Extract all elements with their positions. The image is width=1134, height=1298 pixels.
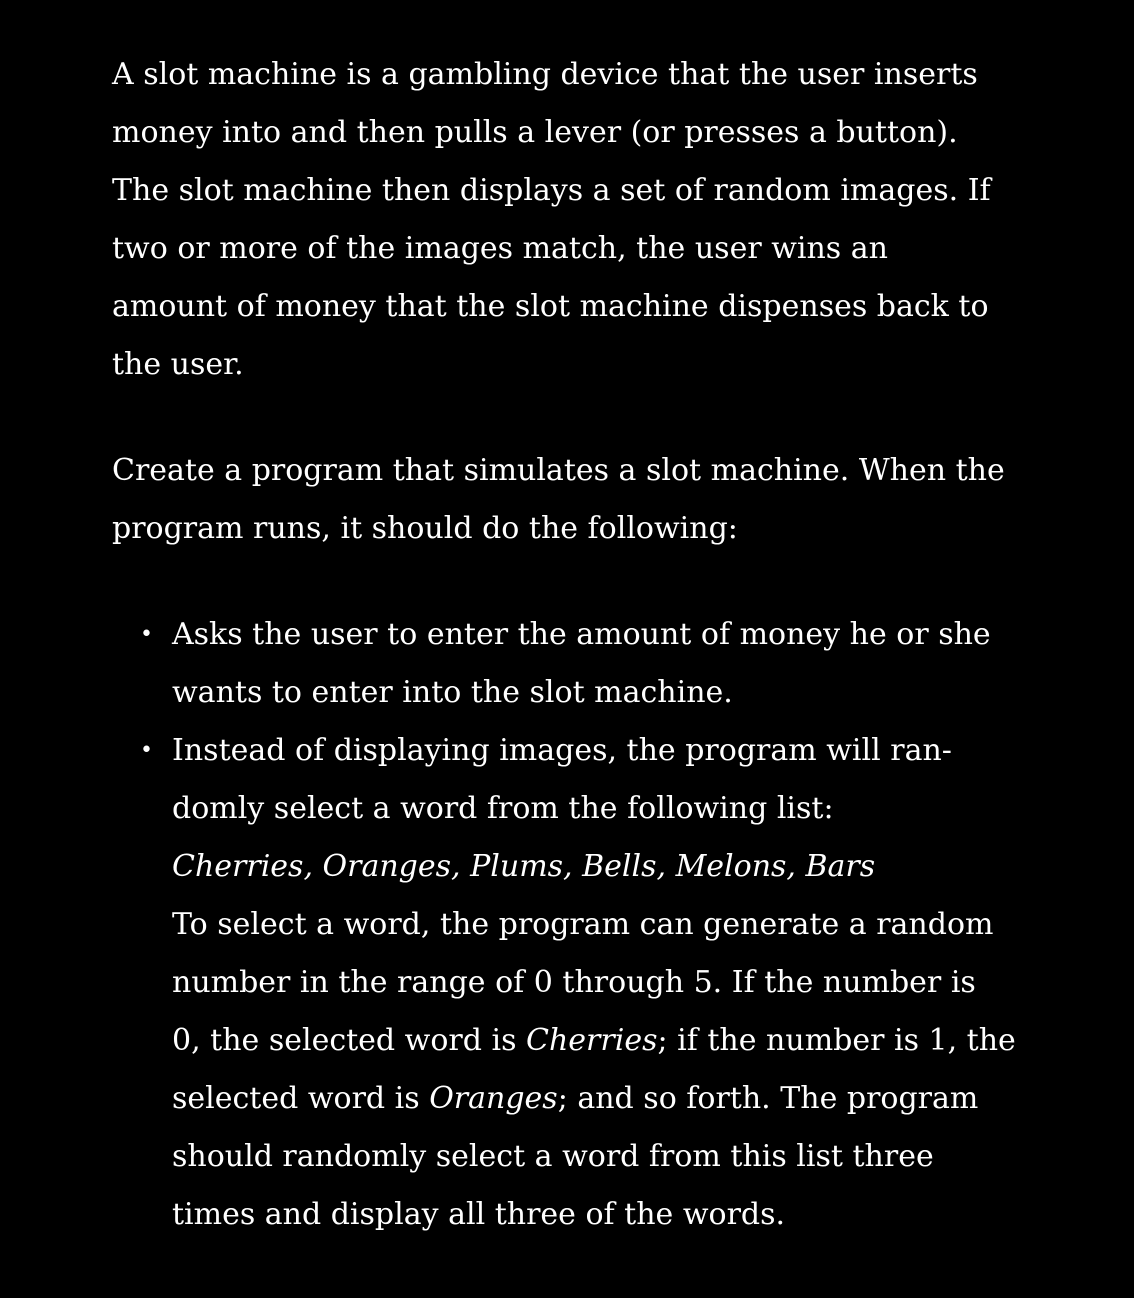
text-line: domly select a word from the following list: bbox=[172, 791, 834, 826]
emphasized-word: Cherries bbox=[526, 1023, 658, 1058]
text-segment: ; if the number is 1, the bbox=[657, 1023, 1016, 1058]
document-body bbox=[112, 46, 1016, 1244]
text-line: should randomly select a word from this list three bbox=[172, 1139, 934, 1174]
bullet-icon: • bbox=[140, 738, 153, 763]
text-line: Create a program that simulates a slot machine. When the bbox=[112, 453, 1005, 488]
text-line bbox=[172, 1070, 992, 1128]
task-paragraph bbox=[112, 442, 1005, 558]
requirements-list bbox=[112, 606, 1016, 1244]
word-list-text: Cherries, Oranges, Plums, Bells, Melons, Bars bbox=[172, 849, 876, 884]
text-line: Asks the user to enter the amount of money he or she bbox=[172, 617, 991, 652]
text-line: Instead of displaying images, the program will ran- bbox=[172, 733, 952, 768]
text-line: times and display all three of the words. bbox=[172, 1197, 786, 1232]
text-line: money into and then pulls a lever (or presses a button). bbox=[112, 115, 958, 150]
text-line: the user. bbox=[112, 347, 244, 382]
text-line: number in the range of 0 through 5. If the number is bbox=[172, 965, 976, 1000]
text-segment: ; and so forth. The program bbox=[557, 1081, 979, 1116]
bullet-icon: • bbox=[140, 622, 153, 647]
word-list bbox=[172, 838, 992, 896]
text-line: To select a word, the program can generate a random bbox=[172, 907, 994, 942]
text-segment: 0, the selected word is bbox=[172, 1023, 527, 1058]
list-item bbox=[112, 722, 1016, 1244]
intro-paragraph bbox=[112, 46, 992, 394]
list-item bbox=[112, 606, 992, 722]
text-line: two or more of the images match, the user wins an bbox=[112, 231, 888, 266]
text-segment: selected word is bbox=[172, 1081, 430, 1116]
text-line: amount of money that the slot machine dispenses back to bbox=[112, 289, 989, 324]
text-line bbox=[172, 1012, 1016, 1070]
text-line: program runs, it should do the following: bbox=[112, 511, 738, 546]
text-line: A slot machine is a gambling device that the user inserts bbox=[112, 57, 978, 92]
paragraph-spacer bbox=[112, 394, 992, 442]
text-line: wants to enter into the slot machine. bbox=[172, 675, 733, 710]
text-line: The slot machine then displays a set of random images. If bbox=[112, 173, 991, 208]
emphasized-word: Oranges bbox=[429, 1081, 558, 1116]
paragraph-spacer bbox=[112, 558, 992, 606]
